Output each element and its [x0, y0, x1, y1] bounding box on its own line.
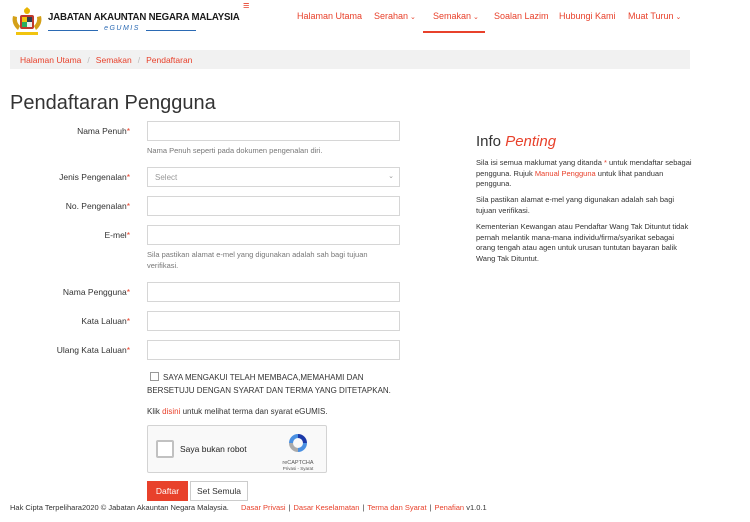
- breadcrumb: Halaman Utama / Semakan / Pendaftaran: [10, 50, 690, 69]
- site-header: [0, 0, 750, 44]
- chevron-down-icon: ⌄: [388, 173, 394, 180]
- ulang-kata-laluan-input[interactable]: [147, 340, 400, 360]
- nav-semakan[interactable]: Semakan ⌄: [433, 11, 479, 21]
- recaptcha-brand: reCAPTCHA Privasi - Syarat: [276, 432, 320, 471]
- agree-terms: [147, 371, 400, 397]
- breadcrumb-item-pendaftaran[interactable]: Pendaftaran: [146, 55, 193, 65]
- nama-penuh-input[interactable]: [147, 121, 400, 141]
- agree-checkbox[interactable]: [150, 372, 159, 381]
- footer-link-dasar-privasi[interactable]: Dasar Privasi: [240, 503, 286, 512]
- footer: Hak Cipta Terpelihara2020 © Jabatan Akauntan Negara Malaysia. Dasar Privasi | Dasar Keselamatan | Terma dan Syarat | Penafian v1.0.1: [10, 503, 487, 512]
- manual-pengguna-link[interactable]: Manual Pengguna: [534, 168, 596, 178]
- recaptcha-checkbox[interactable]: [156, 440, 174, 458]
- kata-laluan-input[interactable]: [147, 311, 400, 331]
- chevron-down-icon: ⌄: [675, 14, 682, 21]
- nav-muat-turun[interactable]: Muat Turun ⌄: [628, 11, 682, 21]
- footer-link-penafian[interactable]: Penafian: [434, 503, 465, 512]
- recaptcha-terms-link[interactable]: Privasi - Syarat: [282, 466, 314, 471]
- jata-negara-crest-icon: [10, 6, 44, 38]
- nama-pengguna-input[interactable]: [147, 282, 400, 302]
- agree-line-1: SAYA MENGAKUI TELAH MEMBACA,MEMAHAMI DAN: [163, 373, 364, 382]
- chevron-down-icon: ⌄: [473, 14, 479, 21]
- breadcrumb-item-halaman-utama[interactable]: Halaman Utama: [20, 55, 82, 65]
- site-logo[interactable]: [10, 6, 240, 38]
- agree-line-2: BERSETUJU DENGAN SYARAT DAN TERMA YANG DITETAPKAN.: [147, 386, 391, 395]
- emel-label: E-mel*: [104, 230, 130, 240]
- footer-link-terma-dan-syarat[interactable]: Terma dan Syarat: [367, 503, 427, 512]
- footer-copyright: Hak Cipta Terpelihara2020 © Jabatan Akauntan Negara Malaysia.: [10, 503, 229, 512]
- terms-note: Klik disini untuk melihat terma dan syarat eGUMIS.: [147, 407, 328, 416]
- no-pengenalan-label: No. Pengenalan*: [65, 201, 130, 211]
- nav-soalan-lazim[interactable]: Soalan Lazim: [494, 11, 549, 21]
- recaptcha-label: Saya bukan robot: [180, 444, 247, 454]
- info-paragraph-1: Sila isi semua maklumat yang ditanda * untuk mendaftar sebagai pengguna. Rujuk Manual Pengguna untuk lihat panduan pengguna.: [476, 158, 692, 188]
- nama-pengguna-label: Nama Pengguna*: [62, 287, 130, 297]
- logo-subtitle: eGUMIS: [48, 26, 196, 35]
- info-paragraph-2: Sila pastikan alamat e-mel yang digunakan adalah sah bagi tujuan verifikasi.: [476, 195, 675, 215]
- ulang-kata-laluan-label: Ulang Kata Laluan*: [56, 345, 130, 355]
- emel-help: Sila pastikan alamat e-mel yang digunakan adalah sah bagi tujuan verifikasi.: [147, 250, 368, 270]
- jenis-pengenalan-label: Jenis Pengenalan*: [59, 172, 130, 182]
- kata-laluan-label: Kata Laluan*: [81, 316, 130, 326]
- terms-link[interactable]: disini: [162, 407, 181, 416]
- nama-penuh-label: Nama Penuh*: [77, 126, 130, 136]
- logo-title: JABATAN AKAUNTAN NEGARA MALAYSIA: [48, 11, 240, 23]
- hamburger-icon[interactable]: ≡: [243, 0, 250, 12]
- footer-link-dasar-keselamatan[interactable]: Dasar Keselamatan: [293, 503, 360, 512]
- recaptcha-widget: [147, 425, 327, 473]
- nav-hubungi-kami[interactable]: Hubungi Kami: [559, 11, 616, 21]
- no-pengenalan-input[interactable]: [147, 196, 400, 216]
- recaptcha-logo-icon: [287, 432, 309, 454]
- emel-input[interactable]: [147, 225, 400, 245]
- info-paragraph-3: Kementerian Kewangan atau Pendaftar Wang Tak Dituntut tidak pernah melantik mana-mana individu/firma/syarikat sebagai orang tengah atau agen untuk urusan tuntutan bayaran balik Wang Tak Dituntut.: [476, 222, 689, 263]
- jenis-pengenalan-select[interactable]: Select ⌄: [147, 167, 400, 187]
- nav-halaman-utama[interactable]: Halaman Utama: [297, 11, 363, 21]
- nav-serahan[interactable]: Serahan ⌄: [374, 11, 416, 21]
- breadcrumb-item-semakan[interactable]: Semakan: [95, 55, 132, 65]
- footer-version: v1.0.1: [466, 503, 487, 512]
- daftar-button[interactable]: Daftar: [147, 481, 188, 501]
- chevron-down-icon: ⌄: [410, 14, 416, 21]
- nama-penuh-help: Nama Penuh seperti pada dokumen pengenalan diri.: [147, 146, 323, 155]
- nav-active-indicator: [423, 31, 485, 33]
- set-semula-button[interactable]: Set Semula: [190, 481, 248, 501]
- page-title: Pendaftaran Pengguna: [10, 92, 216, 114]
- info-title: Info Penting: [476, 133, 557, 150]
